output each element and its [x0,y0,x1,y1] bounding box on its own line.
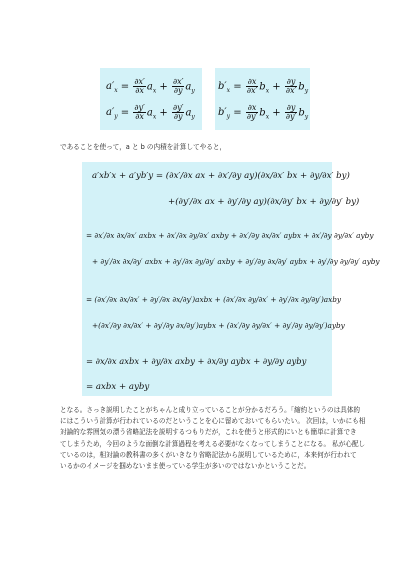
paragraph-line: となる。さっき説明したことがちゃんと成り立っていることが分かるだろう。「縮約というのは具体的 [60,406,361,414]
intro-text: であることを使って，a と b の内積を計算してやると， [60,143,227,151]
paragraph-line: いるかのイメージを掴めないまま使っている学生が多いのではないかということだ。 [60,462,311,471]
derivation-line-7: = ∂x/∂x axbx + ∂y/∂x axby + ∂x/∂y aybx + ∂y/∂y ayby [86,356,307,366]
derivation-line-3: = ∂x′/∂x ∂x/∂x′ axbx + ∂x′/∂x ∂y/∂x′ axby + ∂x′/∂y ∂x/∂x′ aybx + ∂x′/∂y ∂y/∂x′ ayby [86,231,374,240]
derivation-line-6: +(∂x′/∂y ∂x/∂x′ + ∂y′/∂y ∂x/∂y′)aybx + (∂x′/∂y ∂y/∂x′ + ∂y′/∂y ∂y/∂y′)ayby [92,321,345,330]
derivation-line-1: a′xb′x + a′yb′y = (∂x′/∂x ax + ∂x′/∂y ay)(∂x/∂x′ bx + ∂y/∂x′ by) [92,171,350,181]
derivation-line-4: + ∂y′/∂x ∂x/∂y′ axbx + ∂y′/∂x ∂y/∂y′ axby + ∂y′/∂y ∂x/∂y′ aybx + ∂y′/∂y ∂y/∂y′ ayby [92,257,380,266]
equation-b-y: $b'_y$ = $\frac{\partial x}{\partial y'}$ $b_x$ + $\frac{\partial y}{\partial y'}$ $b_y$ [218,103,309,122]
body-paragraph [60,405,365,472]
paragraph-line: てしまうため，今回のような面倒な計算過程を考える必要がなくなってしまうことになる。 私が心配し [60,439,366,448]
equation-a-y: $a'_y$ = $\frac{\partial y'}{\partial x}$ $a_x$ + $\frac{\partial y'}{\partial y}$ $a_y$ [106,103,195,122]
derivation-line-2: +(∂y′/∂x ax + ∂y′/∂y ay)(∂x/∂y′ bx + ∂y/∂y′ by) [168,197,360,207]
equation-a-x: $a'_x$ = $\frac{\partial x'}{\partial x}$ $a_x$ + $\frac{\partial x'}{\partial y}$ $a_y$ [106,77,195,96]
paragraph-line: にはこういう計算が行われているのだということを心に留めておいてもらいたい。 次回は，いかにも相 [60,417,366,426]
equation-b-x: $b'_x$ = $\frac{\partial x}{\partial x'}$ $b_x$ + $\frac{\partial y}{\partial x'}$ $b_y$ [218,77,309,96]
paragraph-line: 対論的な雰囲気の漂う省略記法を説明するつもりだが，これを使うと形式的にいとも簡単に計算でき [60,428,357,437]
derivation-line-8: = axbx + ayby [86,382,150,392]
derivation-line-5: = (∂x′/∂x ∂x/∂x′ + ∂y′/∂x ∂x/∂y′)axbx + (∂x′/∂x ∂y/∂x′ + ∂y′/∂x ∂y/∂y′)axby [86,295,342,304]
paragraph-line: ているのは，相対論の教科書の多くがいきなり省略記法から説明しているために，本来何が行われて [60,450,357,459]
